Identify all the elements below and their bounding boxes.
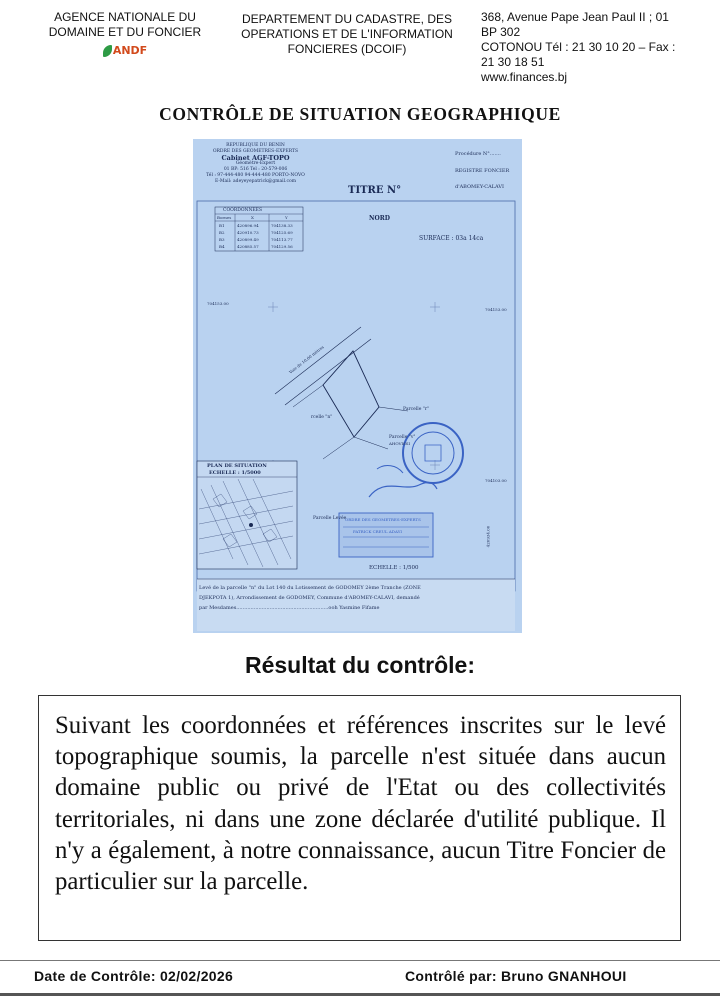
plan-titre: TITRE N° [348,185,402,196]
plan-desc-line2: DJEKPOTA 1), Arrondissement de GODOMEY, Commune d'ABOMEY-CALAVI, demandé [199,595,420,601]
coord-right-marker: 704153.00 [485,307,507,312]
controller-name: Contrôlé par: Bruno GNANHOUI [405,968,627,984]
document-title: CONTRÔLE DE SITUATION GEOGRAPHIQUE [159,104,561,124]
plan-surface: SURFACE : 03a 14ca [419,235,484,242]
agency-name-line2: DOMAINE ET DU FONCIER [48,25,202,39]
plan-parcelle-r: Parcelle "r" [403,407,430,412]
department-line1: DEPARTEMENT DU CADASTRE, DES [241,12,453,26]
plan-ville: d'ABOMEY-CALAVI [455,184,504,190]
plan-ordre: ORDRE DES GEOMETRES-EXPERTS [212,149,299,154]
department-header [238,12,456,57]
coord-b3-label: B3 [219,237,225,242]
coord-b4-y: 704129.56 [271,244,293,249]
situation-map [197,461,297,569]
stamp-text-1: ORDRE DES GEOMETRES-EXPERTS [345,517,421,522]
plan-desc-line3: par Mesdames..........................................................ooh Yasmine Fifame [199,605,380,611]
plan-scale: ECHELLE : 1/500 [369,565,419,571]
coord-b2-y: 704125.69 [271,230,293,235]
coord-b1-label: B1 [219,223,225,228]
plan-desc-line1: Levé de la parcelle "n" du Lot 140 du Lotissement de GODOMEY 2ème Tranche (ZONE [199,585,421,591]
plan-tel: Tél : 97-444-480 94-444-480 PORTO-NOVO [206,173,305,178]
plan-republique: REPUBLIQUE DU BENIN [226,143,285,148]
coord-b2-label: B2 [219,230,225,235]
address: 368, Avenue Pape Jean Paul II ; 01 BP 302 [481,10,669,39]
road-lines [275,327,371,405]
coord-header-y: Y [285,215,288,220]
coord-b1-x: 420896.94 [237,223,259,228]
plan-parcelle-n: rcelle "n" [311,415,333,420]
result-box [38,695,681,941]
plan-parcelle-v: Parcelle "v" [389,435,416,440]
coord-b4-label: B4 [219,244,225,249]
topographic-plan-image [193,139,522,633]
coord-b3-y: 704113.77 [271,237,293,242]
plan-situation-scale: ECHELLE : 1/5000 [209,470,261,476]
coord-header-bornes: Bornes [217,215,232,220]
coord-left-marker: 704153.00 [207,301,229,306]
andf-logo-text: ANDF [112,44,148,57]
plan-email: E-Mail: adeyeyepatrick@gmail.com [215,179,296,184]
coord-b1-y: 704138.33 [271,223,293,228]
contact-header [481,10,701,85]
plan-ahovissi: AHOVISSI [389,441,411,446]
coord-table-title: COORDONNEES [223,208,263,213]
coord-right-marker-2: 704103.00 [485,478,507,483]
agency-header [40,10,210,61]
coord-b2-x: 420910.73 [237,230,259,235]
neighbor-lines [293,385,411,459]
parcel-polygon [323,351,379,437]
control-date: Date de Contrôle: 02/02/2026 [34,968,234,984]
result-title: Résultat du contrôle: [244,652,475,678]
plan-procedure: Procédure N°....... [455,151,501,157]
department-line3: FONCIERES (DCOIF) [287,42,407,56]
agency-name-line1: AGENCE NATIONALE DU [54,10,196,24]
coord-bottom-marker: 420934.00 [485,525,491,548]
plan-role: Géomètre-Expert [235,161,276,166]
coord-b4-x: 420885.57 [237,244,259,249]
result-text: Suivant les coordonnées et références inscrites sur le levé topographique soumis, la parcelle n'est située dans aucun domaine public ou privé de l'Etat ou des collectivités territoriales, ni dans une zone déclarée d'utilité publique. Il n'y a également, à notre connaissance, aucun Titre Foncier de particulier sur la parcelle. [55,712,666,896]
plan-cabinet-name: Cabinet AGF-TOPO [221,154,290,162]
website-link[interactable]: www.finances.bj [481,70,568,84]
coord-b3-x: 420899.49 [237,237,259,242]
plan-voie: Voie de 10.00 mètres [288,344,325,375]
phone-fax: COTONOU Tél : 21 30 10 20 – Fax : 21 30 18 51 [481,40,676,69]
stamp-text-2: PATRICK CREUL ADAYI [353,529,402,534]
plan-bp: 01 BP: 516 Tel : 20-579-006 [223,167,288,172]
leaf-icon [103,45,112,57]
andf-logo [103,43,147,58]
plan-registre: REGISTRE FONCIER [455,168,510,174]
plan-drawing [193,139,522,633]
plan-parcelle-levee: Parcelle Levée [313,516,347,521]
coord-header-x: X [251,215,254,220]
department-line2: OPERATIONS ET DE L'INFORMATION [241,27,453,41]
plan-nord: NORD [369,215,390,222]
plan-situation-title: PLAN DE SITUATION [207,463,267,469]
